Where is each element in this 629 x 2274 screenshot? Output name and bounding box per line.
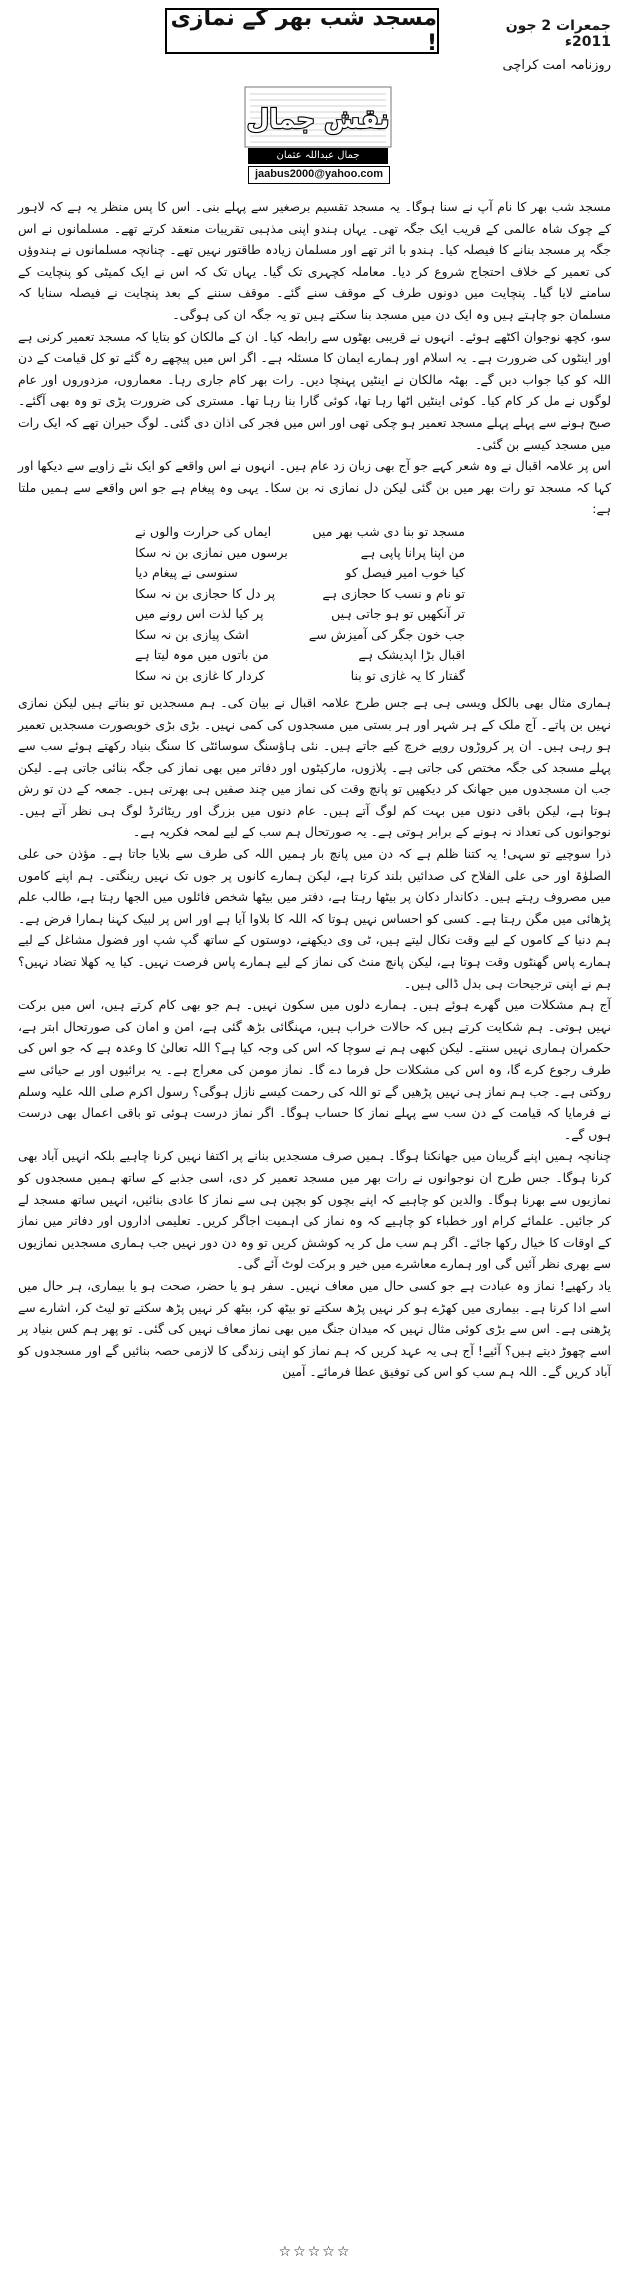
paragraph: مسجد شب بھر کا نام آپ نے سنا ہوگا۔ یہ مسجد تقسیم برصغیر سے پہلے بنی۔ اس کا پس منظر یہ ہے کہ لاہور کے چوک شاہ عالمی کے قریب ایک جگہ تھی۔ یہاں ہندو اپنی مذہبی تقریبات منعقد کرتے تھے۔ مسلمانوں نے اس جگہ پر مسجد بنانے کا فیصلہ کیا۔ ہندو با اثر تھے اور مسلمان زیادہ طاقتور نہیں تھے۔ چنانچہ مسلمانوں نے ہندوؤں کی تعمیر کے خلاف احتجاج شروع کر دیا۔ معاملہ کچہری تک گیا۔ یہاں تک کہ اس نے ایک کمیٹی کو پنچایت کے سامنے لایا گیا۔ پنچایت میں دونوں طرف کے موقف سنے گئے۔ موقف سننے کے بعد پنچایت نے فیصلہ سنایا کہ مسلمان جو چاہتے ہیں وہ ایک دن میں مسجد بنا سکتے ہیں تو یہ جگہ ان کی ہوگی۔ <box>18 199 611 322</box>
article-body <box>18 196 611 1383</box>
verse-second-half: کردار کا غازی بن نہ سکا <box>135 668 265 684</box>
verse-first-half: جب خون جگر کی آمیزش سے <box>308 626 465 642</box>
verse-line <box>135 645 465 666</box>
verse-second-half: اشک پیازی بن نہ سکا <box>135 626 249 642</box>
column-logo-art <box>244 86 392 148</box>
verse-line <box>135 563 465 584</box>
verse-line <box>135 666 465 687</box>
verse-line <box>135 584 465 605</box>
verse-first-half: گفتار کا یہ غازی تو بنا <box>350 668 465 684</box>
poem-verses <box>135 522 465 687</box>
verse-second-half: ایماں کی حرارت والوں نے <box>135 523 272 539</box>
verse-first-half: تر آنکھیں تو ہو جاتی ہیں <box>331 606 465 622</box>
verse-line <box>135 604 465 625</box>
verse-second-half: من باتوں میں موہ لیتا ہے <box>135 647 269 663</box>
paragraph: ذرا سوچیے تو سہی! یہ کتنا ظلم ہے کہ دن میں پانچ بار ہمیں اللہ کی طرف سے بلایا جاتا ہے۔ مؤذن حی علی الصلوٰۃ اور حی علی الفلاح کی صدائیں بلند کرتا ہے، لیکن ہمارے کانوں پر جوں تک نہیں رینگتی۔ ہم اپنے کاموں میں مصروف رہتے ہیں۔ دکاندار دکان پر بیٹھا رہتا ہے، دفتر میں بیٹھا شخص فائلوں میں الجھا رہتا ہے، طالب علم پڑھائی میں مگن رہتا ہے۔ کسی کو احساس نہیں ہوتا کہ اللہ کا بلاوا آیا ہے اور اس پر لبیک کہنا ہمارا فرض ہے۔ ہم دنیا کے کاموں کے لیے وقت نکال لیتے ہیں، ٹی وی دیکھنے، دوستوں کے ساتھ گپ شپ اور فضول مشاغل کے لیے ہمارے پاس گھنٹوں وقت ہوتا ہے، لیکن پانچ منٹ کی نماز کے لیے ہمارے پاس فرصت نہیں۔ کیا یہ کھلا تضاد نہیں؟ ہم نے اپنی ترجیحات ہی بدل ڈالی ہیں۔ <box>18 846 611 991</box>
svg-text:نقش جمال: نقش جمال <box>246 105 390 135</box>
author-name: جمال عبداللہ عثمان <box>248 148 388 164</box>
verse-first-half: اقبال بڑا اپدیشک ہے <box>358 647 465 663</box>
publication-date: جمعرات 2 جون 2011ء <box>505 18 611 50</box>
paragraph: سو، کچھ نوجوان اکٹھے ہوئے۔ انہوں نے قریبی بھٹوں سے رابطہ کیا۔ ان کے مالکان کو بتایا کہ مسجد تعمیر کرنی ہے اور اینٹوں کی ضرورت ہے۔ یہ اسلام اور ہمارے ایمان کا مسئلہ ہے۔ اگر اس میں پیچھے رہ گئے تو کل قیامت کے دن اللہ کو کیا جواب دیں گے۔ بھٹہ مالکان نے اینٹیں پہنچا دیں۔ رات بھر کام جاری رہا۔ معماروں، مزدوروں اور عام لوگوں نے مل کر کام کیا۔ کوئی اینٹیں اٹھا رہا تھا، کوئی گارا بنا رہا تھا۔ مستری کی ضرورت پڑی تو وہ بھی آگئے۔ صبح ہونے سے پہلے پہلے مسجد تعمیر ہو چکی تھی اور اس میں فجر کی اذان دی گئی۔ لوگ حیران تھے کہ ایک رات میں مسجد کیسے بن گئی۔ <box>18 328 611 452</box>
headline-box <box>165 8 439 54</box>
paragraph: آج ہم مشکلات میں گھرے ہوئے ہیں۔ ہمارے دلوں میں سکون نہیں۔ ہم جو بھی کام کرتے ہیں، اس میں برکت نہیں ہوتی۔ ہم شکایت کرتے ہیں کہ حالات خراب ہیں، مہنگائی بڑھ گئی ہے، امن و امان کی صورتحال ابتر ہے، حکمران ہماری نہیں سنتے۔ لیکن کبھی ہم نے سوچا کہ اس کی وجہ کیا ہے؟ اللہ تعالیٰ کا وعدہ ہے کہ جو اس کی طرف رجوع کرے گا، وہ اس کی مشکلات حل فرما دے گا۔ نماز مومن کی معراج ہے۔ یہ برائیوں اور بے حیائی سے روکتی ہے۔ جب ہم نماز ہی نہیں پڑھیں گے تو اللہ کی رحمت کیسے نازل ہوگی؟ رسول اکرم صلی اللہ علیہ وسلم نے فرمایا کہ قیامت کے دن سب سے پہلے نماز کا حساب ہوگا۔ اگر نماز درست ہوئی تو باقی اعمال بھی درست ہوں گے۔ <box>18 997 611 1142</box>
newspaper-source: روزنامہ امت کراچی <box>502 58 611 73</box>
verse-second-half: پر دل کا حجازی بن نہ سکا <box>135 585 276 601</box>
end-stars: ☆☆☆☆☆ <box>278 2244 352 2260</box>
verse-second-half: پر کیا لذت اس رونے میں <box>135 606 264 622</box>
paragraph: ہماری مثال بھی بالکل ویسی ہی ہے جس طرح علامہ اقبال نے بیان کی۔ ہم مسجدیں تو بناتے ہیں لیکن نمازی نہیں بن پاتے۔ آج ملک کے ہر شہر اور ہر بستی میں مسجدوں کی کمی نہیں۔ بڑی بڑی خوبصورت مسجدیں تعمیر ہو رہی ہیں۔ ان پر کروڑوں روپے خرچ کیے جاتے ہیں۔ نئی ہاؤسنگ سوسائٹی کا سنگ بنیاد رکھتے ہوئے سب سے پہلے مسجد کی جگہ مختص کی جاتی ہے۔ پلازوں، مارکیٹوں اور دفاتر میں بھی نماز کی جگہ بنائی جاتی ہے۔ لیکن جب ان مسجدوں میں جھانک کر دیکھیں تو پانچ وقت کی نماز میں چند صفیں ہی بھرتی ہیں۔ جمعہ کے دن تو رش ہوتا ہے، لیکن باقی دنوں میں بہت کم لوگ آتے ہیں۔ عام دنوں میں بزرگ اور ریٹائرڈ لوگ ہی نظر آتے ہیں۔ نوجوانوں کی تعداد نہ ہونے کے برابر ہوتی ہے۔ یہ صورتحال ہم سب کے لیے لمحہ فکریہ ہے۔ <box>18 694 611 840</box>
paragraph: چنانچہ ہمیں اپنے گریبان میں جھانکنا ہوگا۔ ہمیں صرف مسجدیں بنانے پر اکتفا نہیں کرنا چاہیے بلکہ انہیں آباد بھی کرنا ہوگا۔ جس طرح ان نوجوانوں نے رات بھر میں مسجد تعمیر کر دی، اسی جذبے کے ساتھ ہمیں مسجدوں کو نمازیوں سے بھرنا ہوگا۔ والدین کو چاہیے کہ اپنے بچوں کو بچپن ہی سے نماز کا عادی بنائیں، انہیں ساتھ مسجد لے کر جائیں۔ علمائے کرام اور خطباء کو چاہیے کہ وہ نماز کی اہمیت اجاگر کریں۔ تعلیمی اداروں اور دفاتر میں نماز کے اوقات کا خیال رکھا جائے۔ اگر ہم سب مل کر یہ کوشش کریں تو وہ دن دور نہیں جب ہماری مسجدیں نمازیوں سے بھری نظر آئیں گی اور ہمارے معاشرے میں خیر و برکت لوٹ آئے گی۔ <box>18 1148 611 1272</box>
paragraph: یاد رکھیے! نماز وہ عبادت ہے جو کسی حال میں معاف نہیں۔ سفر ہو یا حضر، صحت ہو یا بیماری، ہر حال میں اسے ادا کرنا ہے۔ بیماری میں کھڑے ہو کر نہیں پڑھ سکتے تو بیٹھ کر، بیٹھ کر نہیں پڑھ سکتے تو لیٹ کر، اشارے سے پڑھنی ہے۔ اس سے بڑی کوئی مثال نہیں کہ میدان جنگ میں بھی نماز معاف نہیں کی گئی۔ تو پھر ہم کس بنیاد پر اسے چھوڑ دیتے ہیں؟ آئیے! آج ہی یہ عہد کریں کہ ہم نماز کو اپنی زندگی کا لازمی حصہ بنائیں گے اور مسجدوں کو آباد کریں گے۔ اللہ ہم سب کو اس کی توفیق عطا فرمائے۔ آمین <box>18 1277 611 1380</box>
verse-line <box>135 625 465 646</box>
verse-second-half: برسوں میں نمازی بن نہ سکا <box>135 544 288 560</box>
headline: مسجد شب بھر کے نمازی ! <box>170 6 437 56</box>
verse-first-half: مسجد تو بنا دی شب بھر میں <box>312 523 465 539</box>
verse-first-half: تو نام و نسب کا حجازی ہے <box>322 585 465 601</box>
verse-second-half: سنوسی نے پیغام دیا <box>135 565 238 581</box>
verse-first-half: من اپنا پرانا پاپی ہے <box>360 544 465 560</box>
author-email: jaabus2000@yahoo.com <box>248 166 390 184</box>
verse-line <box>135 543 465 564</box>
verse-first-half: کیا خوب امیر فیصل کو <box>345 565 465 581</box>
paragraph: اس پر علامہ اقبال نے وہ شعر کہے جو آج بھی زبان زد عام ہیں۔ انہوں نے اس واقعے کو ایک نئے زاویے سے دیکھا اور کہا کہ مسجد تو رات بھر میں بن گئی لیکن دل نمازی نہ بن سکا۔ یہی وہ پیغام ہے جو اس واقعے سے ہمیں ملتا ہے: <box>18 458 611 517</box>
column-logo <box>244 86 392 184</box>
verse-line <box>135 522 465 543</box>
